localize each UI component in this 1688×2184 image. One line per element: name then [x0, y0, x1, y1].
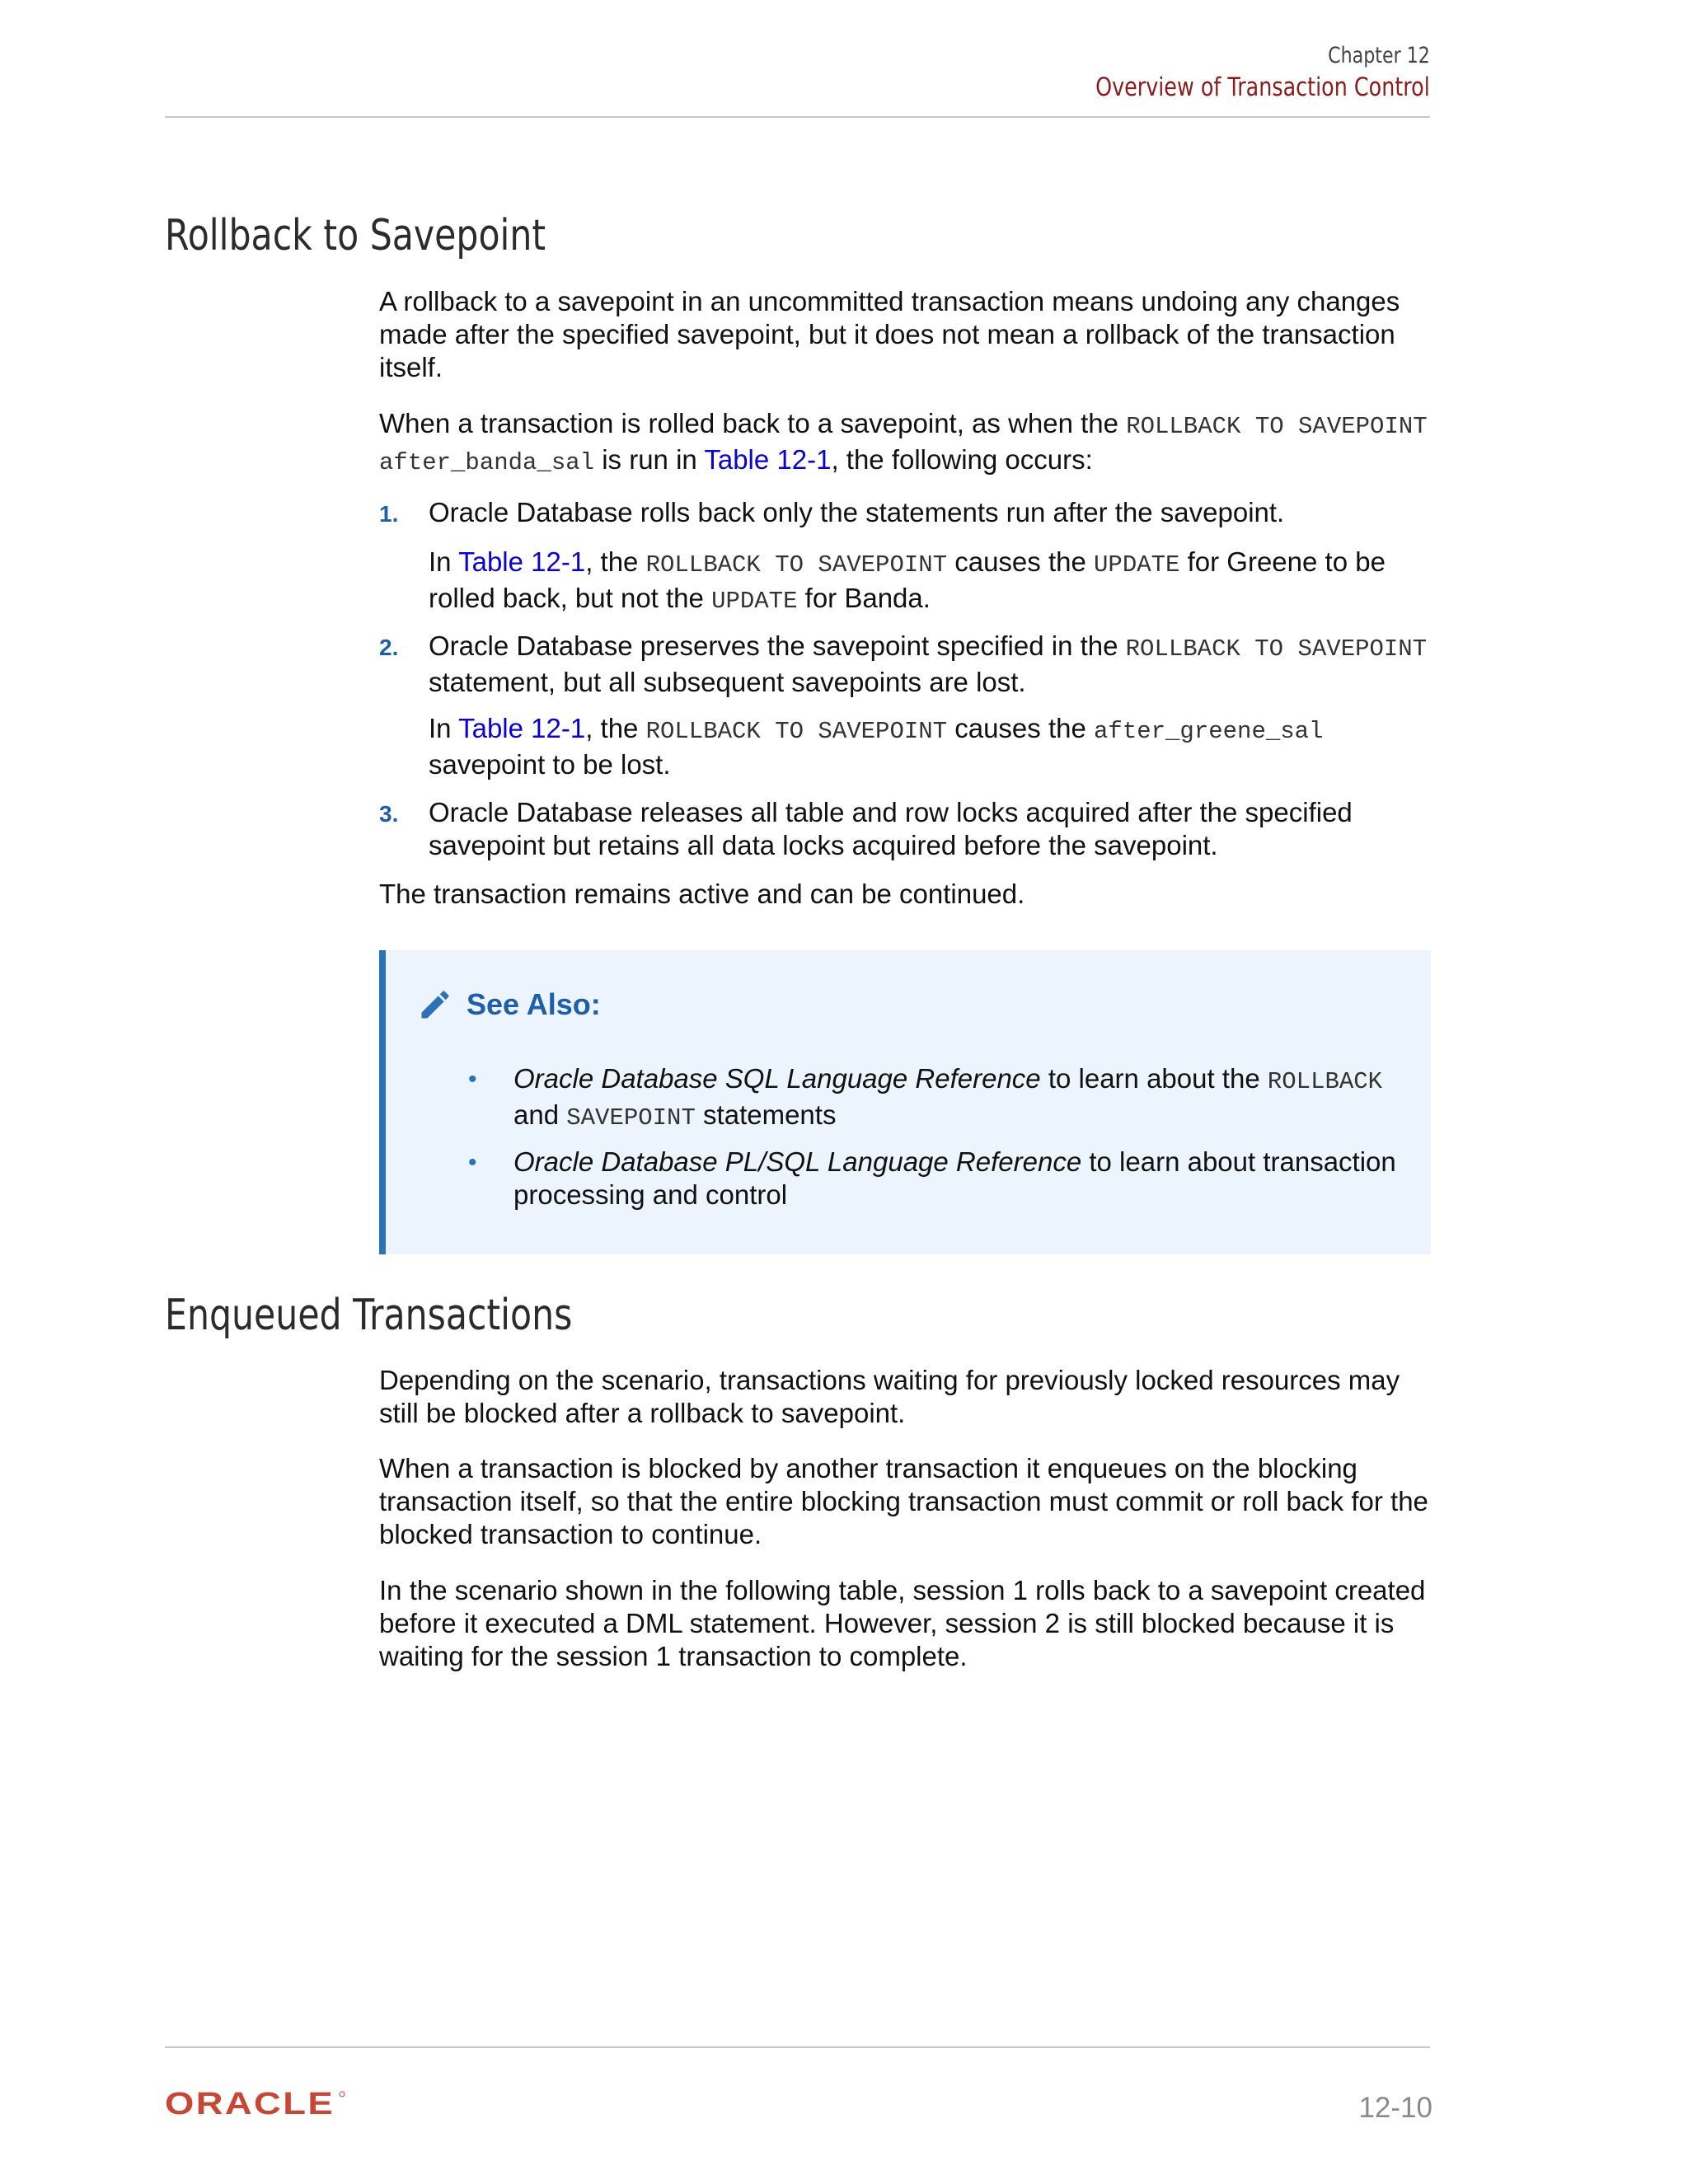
- paragraph-scenario: [379, 1574, 1434, 1673]
- see-also-item: [513, 1146, 1404, 1212]
- paragraph-remains-active: [379, 878, 1434, 911]
- page-number: 12-10: [1358, 2092, 1432, 2124]
- footer-divider: [165, 2046, 1430, 2048]
- sql-language-reference-link[interactable]: Oracle Database SQL Language Reference: [513, 1063, 1041, 1094]
- code-rollback-to-savepoint: ROLLBACK TO SAVEPOINT: [645, 718, 948, 745]
- text-span: , the following occurs:: [831, 444, 1093, 475]
- text-span: , the: [585, 546, 646, 577]
- text-span: When a transaction is rolled back to a savepoint, as when the: [379, 408, 1127, 438]
- plsql-language-reference-link[interactable]: Oracle Database PL/SQL Language Reference: [513, 1146, 1082, 1177]
- paragraph-depending: [379, 1364, 1434, 1430]
- text-span: savepoint to be lost.: [429, 749, 671, 780]
- pencil-icon: [417, 987, 453, 1023]
- code-rollback-to-savepoint: ROLLBACK TO SAVEPOINT: [645, 551, 948, 579]
- code-savepoint: SAVEPOINT: [566, 1104, 696, 1132]
- code-update: UPDATE: [1094, 551, 1180, 579]
- code-update: UPDATE: [711, 588, 798, 615]
- text-span: for Banda.: [797, 583, 931, 613]
- see-also-note: [379, 950, 1431, 1254]
- paragraph-blocked: [379, 1452, 1434, 1551]
- text-span: and: [513, 1099, 567, 1130]
- oracle-logo: [165, 2089, 349, 2117]
- paragraph-text: In the scenario shown in the following table, session 1 rolls back to a savepoint created before it executed a DML statement. However, session 2 is still blocked because it is waiting for the session 1 transaction to complete.: [379, 1575, 1426, 1671]
- see-also-item: [513, 1062, 1404, 1135]
- text-span: , the: [585, 713, 646, 743]
- step-number: 1.: [379, 501, 399, 527]
- step-text: Oracle Database releases all table and row locks acquired after the specified savepoint but retains all data locks acquired before the savepoint.: [429, 797, 1353, 860]
- logo-text: ORACLE: [165, 2089, 335, 2117]
- paragraph-text: When a transaction is blocked by another transaction it enqueues on the blocking transaction itself, so that the entire blocking transaction must commit or roll back for the blocked transaction to continue.: [379, 1453, 1428, 1549]
- text-span: statement, but all subsequent savepoints are lost.: [429, 667, 1026, 697]
- code-after-greene-sal: after_greene_sal: [1094, 718, 1324, 745]
- text-span: is run in: [594, 444, 705, 475]
- paragraph-when: [379, 407, 1434, 480]
- text-span: In: [429, 713, 459, 743]
- chapter-label: Chapter 12: [1328, 43, 1430, 68]
- bullet-icon: •: [468, 1149, 477, 1176]
- header-divider: [165, 116, 1430, 118]
- text-span: causes the: [947, 713, 1095, 743]
- paragraph-text: A rollback to a savepoint in an uncommitted transaction means undoing any changes made after the specified savepoint, but it does not mean a rollback of the transaction itself.: [379, 286, 1400, 382]
- section-label: Overview of Transaction Control: [1095, 73, 1430, 102]
- text-span: Oracle Database preserves the savepoint specified in the: [429, 630, 1126, 661]
- text-span: to learn about transaction processing and control: [513, 1146, 1396, 1210]
- table-12-1-link[interactable]: Table 12-1: [458, 546, 586, 577]
- paragraph-text: The transaction remains active and can be continued.: [379, 879, 1025, 909]
- table-12-1-link[interactable]: Table 12-1: [704, 444, 832, 475]
- text-span: In: [429, 546, 459, 577]
- section-heading-enqueued: Enqueued Transactions: [165, 1291, 573, 1340]
- table-12-1-link[interactable]: Table 12-1: [458, 713, 586, 743]
- code-rollback-to-savepoint: ROLLBACK TO SAVEPOINT: [1125, 635, 1428, 663]
- step-number: 3.: [379, 801, 399, 827]
- text-span: for Greene to be rolled back, but not the: [429, 546, 1386, 613]
- bullet-icon: •: [468, 1066, 477, 1093]
- paragraph-intro: [379, 285, 1434, 384]
- step-number: 2.: [379, 635, 399, 660]
- text-span: causes the: [947, 546, 1095, 577]
- text-span: to learn about the: [1040, 1063, 1268, 1094]
- text-span: statements: [695, 1099, 837, 1130]
- paragraph-text: Depending on the scenario, transactions waiting for previously locked resources may still be blocked after a rollback to savepoint.: [379, 1365, 1400, 1428]
- step-text: Oracle Database rolls back only the statements run after the savepoint.: [429, 497, 1285, 527]
- code-rollback: ROLLBACK: [1267, 1068, 1383, 1095]
- code-rollback-to-savepoint: ROLLBACK TO SAVEPOINT: [1126, 413, 1428, 440]
- code-after-banda-sal: after_banda_sal: [379, 449, 595, 476]
- see-also-title: See Also:: [467, 987, 601, 1021]
- section-heading-rollback: Rollback to Savepoint: [165, 211, 546, 260]
